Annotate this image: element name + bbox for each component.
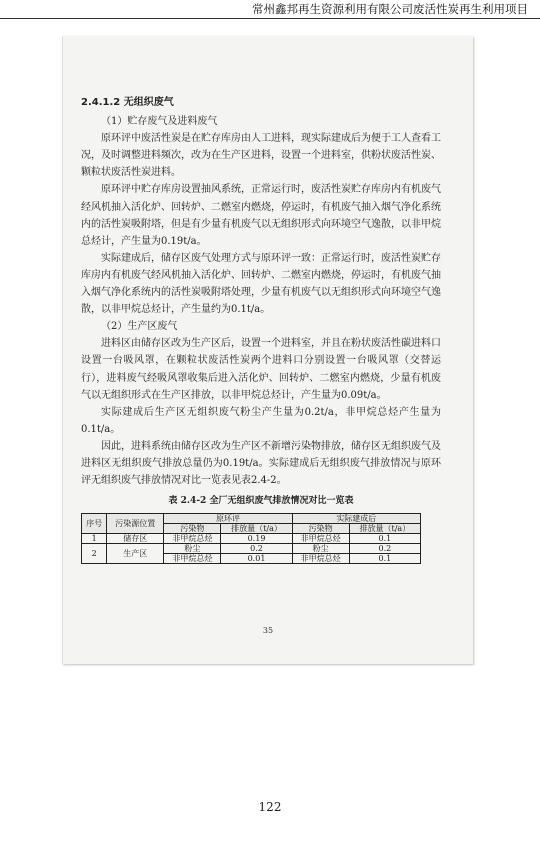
table-row: 1 储存区 非甲烷总烃 0.19 非甲烷总烃 0.1	[82, 534, 421, 544]
col-seq: 序号	[82, 514, 107, 534]
table-caption: 表 2.4-2 全厂无组织废气排放情况对比一览表	[168, 496, 354, 507]
subsection-production: （2）生产区废气	[101, 321, 178, 333]
table-row: 非甲烷总烃 0.01 非甲烷总烃 0.1	[82, 554, 421, 564]
scanned-page	[62, 36, 473, 664]
col-act-amount: 排放量（t/a）	[349, 524, 420, 534]
paragraph-3: 实际建成后，储存区废气处理方式与原环评一致：正常运行时，废活性炭贮存库房内有机废气经风机抽入活化炉、回转炉、二燃室内燃烧，停运时，有机废气抽入烟气净化系统内的活性炭吸附塔处理，少量有机废气以无组织形式向环境空气逸散，以非甲烷总烃计，产生量约为0.1t/a。	[81, 252, 441, 316]
emission-comparison-table	[81, 513, 421, 564]
col-act-pollutant: 污染物	[292, 524, 349, 534]
scanned-page-number: 35	[262, 626, 274, 635]
page-number: 122	[258, 800, 282, 814]
subsection-storage: （1）贮存废气及进料废气	[101, 116, 218, 128]
document-header: 常州鑫邦再生资源利用有限公司废活性炭再生利用项目	[0, 0, 540, 19]
col-orig-pollutant: 污染物	[164, 524, 221, 534]
paragraph-4: 进料区由储存区改为生产区后，设置一个进料室，并且在粉状废活性碳进料口设置一台吸风罩，在颗粒状废活性炭两个进料口分别设置一台吸风罩（交替运行），进料废气经吸风罩收集后进入活化炉、回转炉、二燃室内燃烧，少量有机废气以无组织形式在生产区排放，以非甲烷总烃计，产生量为0.09t/a。	[81, 338, 441, 401]
table-row: 2 生产区 粉尘 0.2 粉尘 0.2	[82, 544, 421, 554]
scanned-content	[81, 94, 441, 564]
group-actual-built: 实际建成后	[292, 514, 420, 524]
paragraph-5: 实际建成后生产区无组织废气粉尘产生量为0.2t/a，非甲烷总烃产生量为0.1t/a。	[81, 406, 441, 435]
section-title: 2.4.1.2 无组织废气	[81, 97, 174, 108]
paragraph-1: 原环评中废活性炭是在贮存库房由人工进料，现实际建成后为便于工人查看工况，及时调整进料频次，改为在生产区进料，设置一个进料室，供粉状废活性炭、颗粒状废活性炭进料。	[81, 133, 441, 179]
paragraph-2: 原环评中贮存库房设置抽风系统，正常运行时，废活性炭贮存库房内有机废气经风机抽入活化炉、回转炉、二燃室内燃烧，停运时，有机废气抽入烟气净化系统内的活性炭吸附塔，但是有少量有机废气以无组织形式向环境空气逸散，以非甲烷总烃计，产生量为0.19t/a。	[81, 184, 441, 247]
group-original-eia: 原环评	[164, 514, 292, 524]
col-source: 污染源位置	[107, 514, 164, 534]
col-orig-amount: 排放量（t/a）	[221, 524, 292, 534]
paragraph-6: 因此，进料系统由储存区改为生产区不新增污染物排放，储存区无组织废气及进料区无组织废气排放总量仍为0.19t/a。实际建成后无组织废气排放情况与原环评无组织废气排放情况对比一览表见表2.4-2。	[81, 440, 441, 487]
